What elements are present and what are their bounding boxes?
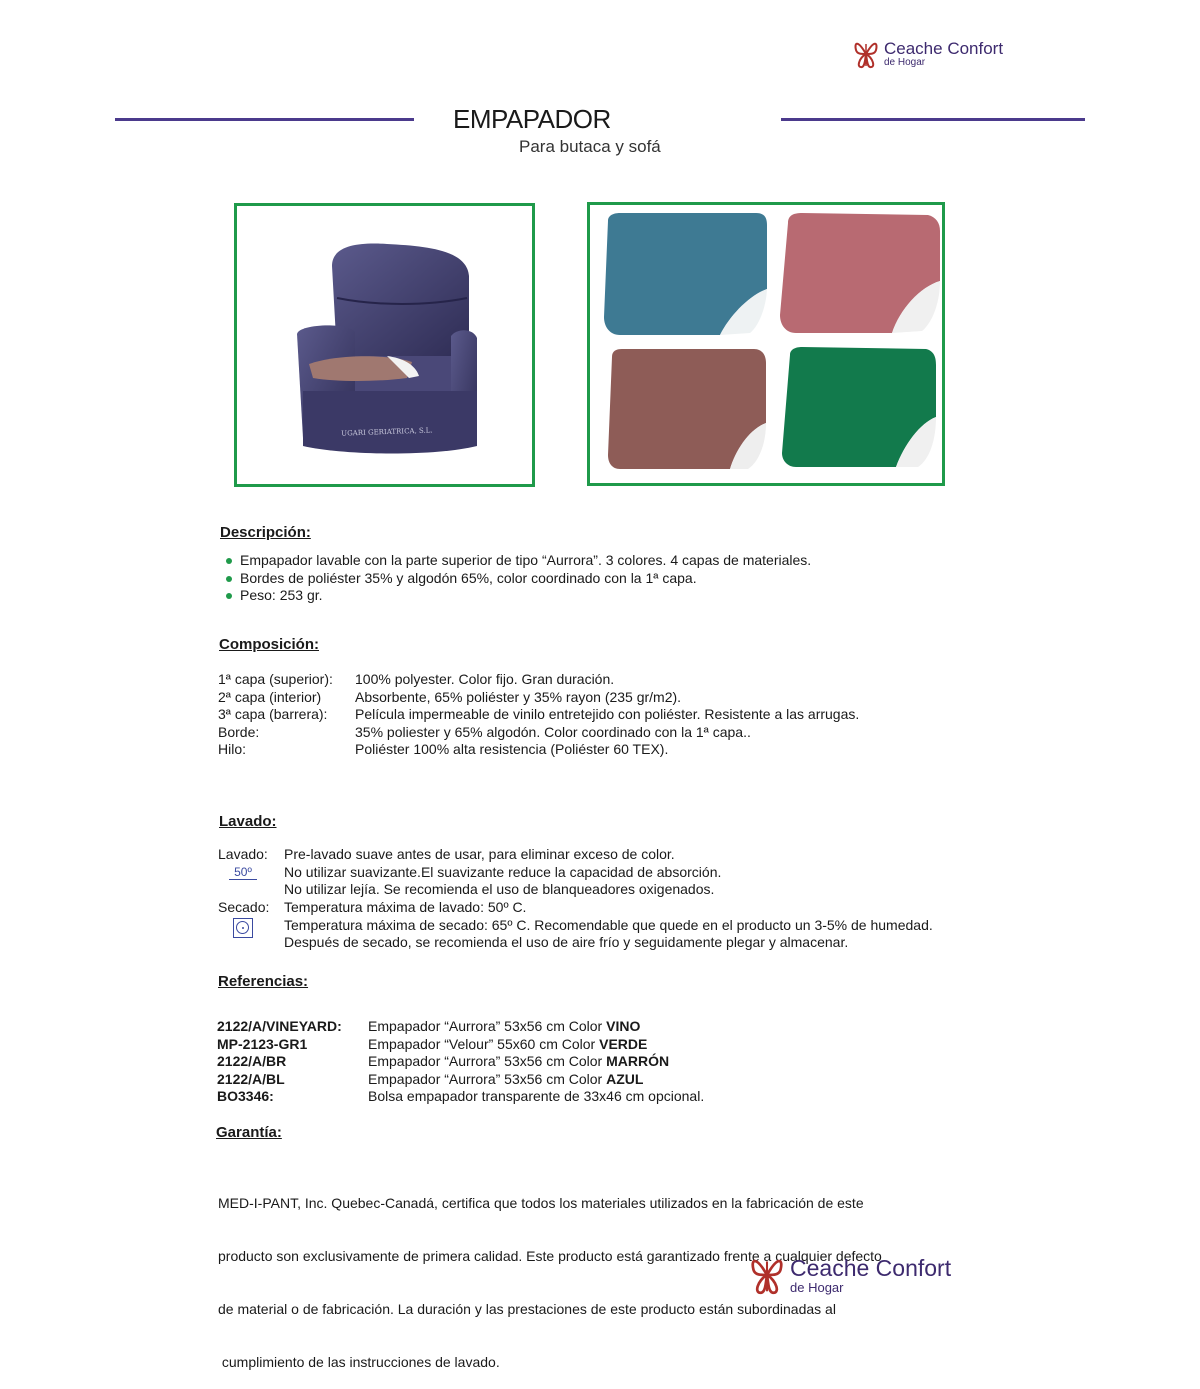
page-title: EMPAPADOR [453,104,611,134]
ref-code: 2122/A/BL [217,1070,285,1087]
dry-instructions [284,899,933,952]
chair-watermark: UGARI GERIATRICA, S.L. [341,426,433,438]
header-rule-right [781,118,1085,121]
ref-code: MP-2123-GR1 [217,1035,308,1052]
ref-code: BO3346: [217,1088,274,1105]
garantia-line: cumplimiento de las instrucciones de lavado. [218,1353,500,1370]
composicion-value: 100% polyester. Color fijo. Gran duración. [355,671,615,687]
dry-line: Temperatura máxima de secado: 65º C. Recomendable que quede en el producto un 3-5% de humedad. [284,916,933,933]
table-row [217,1088,704,1106]
garantia-heading: Garantía: [216,1124,282,1141]
table-row [217,1053,704,1071]
chair-image-frame [234,203,535,487]
brand-sub: de Hogar [884,57,926,68]
header-rule-left [115,118,414,121]
wash-line: Pre-lavado suave antes de usar, para eliminar exceso de color. [284,846,675,862]
referencias-heading: Referencias: [218,973,309,990]
ref-desc: Empapador “Aurrora” 53x56 cm Color [368,1018,607,1034]
brand-sub: de Hogar [790,1279,844,1295]
ref-desc: Bolsa empapador transparente de 33x46 cm opcional. [368,1088,705,1105]
descripcion-list [220,552,811,605]
brand-name: Ceache Confort [790,1254,952,1281]
composicion-value: Poliéster 100% alta resistencia (Poliéster 60 TEX). [355,741,669,758]
pad-blue [604,213,767,335]
composicion-value: Película impermeable de vinilo entretejido con poliéster. Resistente a las arrugas. [355,706,860,723]
ref-color: VINO [606,1018,641,1034]
descripcion-heading: Descripción: [220,524,311,541]
table-row [218,689,859,707]
list-item: Peso: 253 gr. [220,587,811,605]
dry-line: Después de secado, se recomienda el uso de aire frío y seguidamente plegar y almacenar. [284,934,849,951]
list-item: Bordes de poliéster 35% y algodón 65%, color coordinado con la 1ª capa. [220,570,811,588]
brand-name: Ceache Confort [884,39,1004,58]
table-row [218,741,859,759]
pads-image-frame [587,202,945,486]
wash-50-icon: 50º [229,865,257,880]
table-row [217,1036,704,1054]
page-subtitle: Para butaca y sofá [519,137,661,156]
lavado-heading: Lavado: [219,813,277,830]
referencias-table [217,1018,704,1106]
table-row [217,1071,704,1089]
composicion-heading: Composición: [219,636,319,653]
ref-desc: Empapador “Velour” 55x60 cm Color [368,1035,600,1052]
composicion-value: 35% poliester y 65% algodón. Color coordinado con la 1ª capa.. [355,723,751,740]
wash-label: Lavado: [218,846,268,862]
composicion-label: 3ª capa (barrera): [218,706,328,723]
butterfly-logo-icon [748,1250,786,1300]
pad-wine [780,213,940,333]
wash-line: No utilizar suavizante.El suavizante reduce la capacidad de absorción. [284,863,722,880]
list-item: Empapador lavable con la parte superior de tipo “Aurrora”. 3 colores. 4 capas de materiales. [220,552,811,570]
ref-code: 2122/A/BR [217,1053,287,1070]
garantia-line: MED-I-PANT, Inc. Quebec-Canadá, certifica que todos los materiales utilizados en la fabricación de este [218,1195,864,1212]
table-row [218,706,859,724]
color-pads-image [590,205,942,483]
table-row [218,671,859,689]
pad-green [782,347,936,467]
brand-logo-bottom [748,1250,951,1300]
ref-code: 2122/A/VINEYARD: [217,1018,342,1034]
ref-desc: Empapador “Aurrora” 53x56 cm Color [368,1053,607,1070]
composicion-table [218,671,859,759]
garantia-line: de material o de fabricación. La duración y las prestaciones de este producto están subordinadas al [218,1300,836,1317]
ref-color: MARRÓN [606,1053,670,1070]
ref-desc: Empapador “Aurrora” 53x56 cm Color [368,1070,607,1087]
composicion-label: Borde: [218,723,260,740]
wash-line: No utilizar lejía. Se recomienda el uso de blanqueadores oxigenados. [284,881,715,898]
ref-color: AZUL [606,1070,644,1087]
butterfly-logo-icon [852,36,880,72]
composicion-label: Hilo: [218,741,247,758]
armchair-image [237,206,532,484]
garantia-line: producto son exclusivamente de primera calidad. Este producto está garantizado frente a cualquier defecto [218,1247,882,1264]
composicion-value: Absorbente, 65% poliéster y 35% rayon (235 gr/m2). [355,688,682,705]
dry-line: Temperatura máxima de lavado: 50º C. [284,899,527,915]
tumble-dry-icon [233,918,253,938]
table-row [218,724,859,742]
composicion-label: 2ª capa (interior) [218,688,322,705]
dry-label: Secado: [218,899,270,915]
pad-brown [608,349,766,469]
wash-instructions [284,846,721,899]
table-row [217,1018,704,1036]
composicion-label: 1ª capa (superior): [218,671,333,687]
ref-color: VERDE [599,1035,648,1052]
brand-logo-top [852,36,1003,72]
